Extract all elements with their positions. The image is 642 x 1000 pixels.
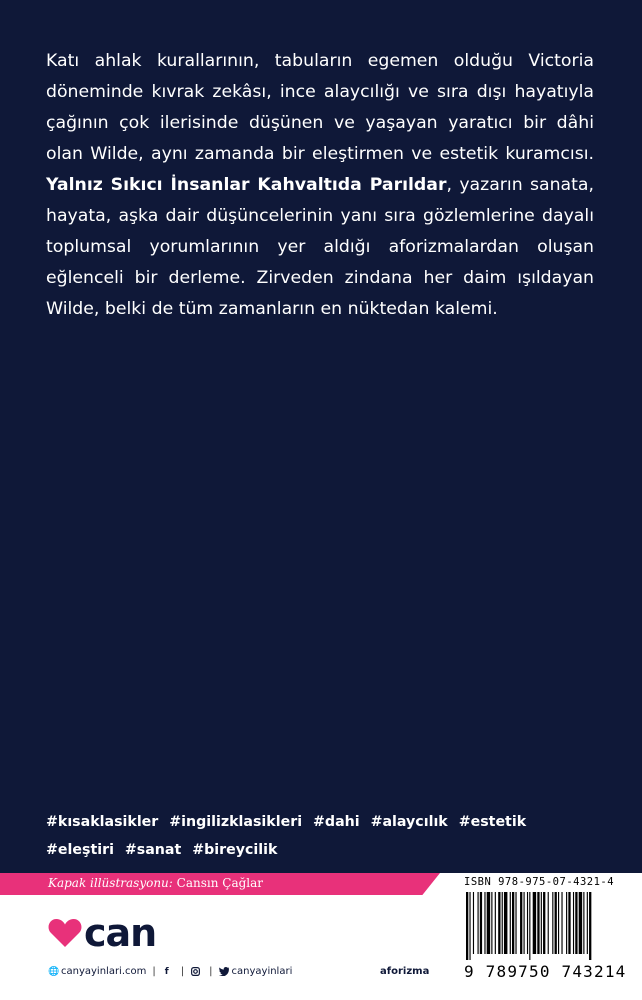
barcode-bar (561, 892, 562, 954)
barcode-bar (510, 892, 511, 954)
barcode-bar (568, 892, 570, 954)
barcode-bar (555, 892, 557, 954)
credit-name: Cansın Çağlar (176, 876, 264, 890)
barcode-bar (558, 892, 559, 954)
barcode-bar (495, 892, 496, 954)
hashtag[interactable]: #ingilizklasikleri (169, 814, 303, 830)
barcode-bar (498, 892, 500, 954)
barcode-bar (587, 892, 588, 954)
divider: | (152, 966, 156, 977)
logo-text: can (84, 911, 157, 955)
hashtag[interactable]: #kısaklasikler (46, 814, 159, 830)
barcode-bar (466, 892, 468, 960)
barcode-bar (589, 892, 591, 960)
divider: | (209, 966, 213, 977)
barcode-bar (575, 892, 577, 954)
website-link[interactable]: canyayinlari.com (61, 966, 147, 977)
twitter-icon[interactable] (219, 967, 229, 977)
barcode-bar (552, 892, 553, 954)
book-title: Yalnız Sıkıcı İnsanlar Kahvaltıda Parıldar (46, 175, 447, 195)
footer-panel (0, 873, 642, 1000)
hashtag[interactable]: #dahi (313, 814, 360, 830)
barcode-bar (583, 892, 584, 954)
barcode-bar (537, 892, 539, 954)
barcode-bar (469, 892, 470, 960)
blurb-intro: Katı ahlak kurallarının, tabuların egemen olduğu Victoria döneminde kıvrak zekâsı, ince alaycılığı ve sıra dışı hayatıyla çağının çok ilerisinde düşünen ve yaşayan yaratıcı bir dâhi olan Wilde, aynı zamanda bir eleştirmen ve estetik kuramcısı. (46, 51, 594, 164)
barcode-bar (573, 892, 574, 954)
illustration-credit (48, 876, 263, 890)
instagram-icon[interactable] (190, 967, 200, 977)
globe-icon: 🌐 (48, 966, 60, 977)
hashtag[interactable]: #eleştiri (46, 842, 114, 858)
hashtag[interactable]: #bireycilik (192, 842, 278, 858)
credit-label: Kapak illüstrasyonu: (48, 876, 173, 890)
barcode-bar (478, 892, 479, 954)
barcode-bar (543, 892, 545, 954)
hashtag[interactable]: #sanat (124, 842, 182, 858)
barcode-bar (487, 892, 490, 954)
isbn-label: ISBN 978-975-07-4321-4 (464, 876, 615, 888)
barcode-bar (548, 892, 549, 954)
barcode-bar (515, 892, 516, 954)
barcode-bar (512, 892, 514, 954)
barcode-bar (524, 892, 525, 954)
barcode-bar (579, 892, 582, 954)
hashtag[interactable]: #alaycılık (370, 814, 448, 830)
barcode (462, 892, 636, 960)
divider: | (180, 966, 185, 977)
barcode-bar (527, 892, 528, 954)
social-links (48, 966, 292, 977)
barcode-bar (566, 892, 567, 954)
isbn-block (462, 873, 642, 1000)
facebook-icon[interactable]: f (164, 966, 169, 977)
barcode-bar (504, 892, 507, 954)
blurb-body: , yazarın sanata, hayata, aşka dair düşüncelerinin yanı sıra gözlemlerine dayalı toplumsal yorumlarının yer aldığı aforizmalardan oluşan eğlenceli bir derleme. Zirveden zindana her daim ışıldayan Wilde, belki de tüm zamanların en nüktedan kalemi. (46, 175, 594, 319)
barcode-bar (491, 892, 492, 954)
publisher-logo[interactable] (48, 913, 156, 953)
barcode-bar (484, 892, 485, 954)
isbn-digits: 9 789750 743214 (464, 962, 627, 981)
barcode-bar (541, 892, 542, 954)
barcode-bar (502, 892, 503, 954)
blurb-text (46, 46, 594, 325)
genre-label: aforizma (380, 966, 430, 977)
barcode-bar (533, 892, 536, 954)
hashtag-list (46, 808, 606, 864)
social-handle[interactable]: canyayinlari (231, 966, 293, 977)
barcode-bar (529, 892, 530, 960)
barcode-bar (520, 892, 522, 954)
barcode-bar (480, 892, 482, 954)
hashtag[interactable]: #estetik (458, 814, 527, 830)
heart-icon (48, 918, 82, 948)
barcode-bar (473, 892, 474, 954)
